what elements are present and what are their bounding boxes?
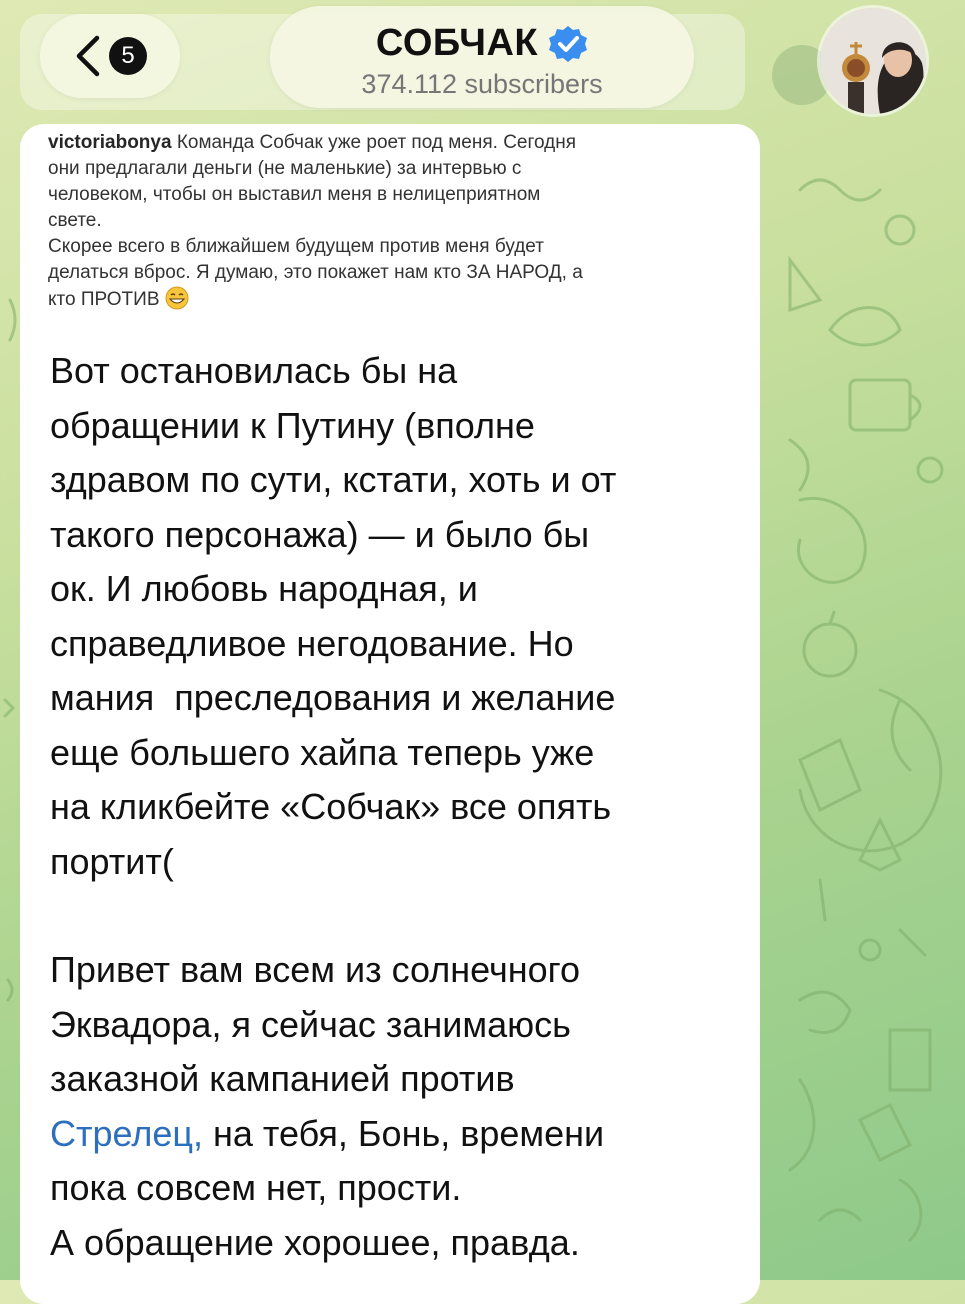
quoted-line: Скорее всего в ближайшем будущем против меня будет — [48, 236, 544, 257]
text-line — [50, 1107, 740, 1162]
channel-title-pill[interactable] — [270, 6, 694, 108]
text-line: еще большего хайпа теперь уже — [50, 731, 595, 773]
text-line: справедливое негодование. Но — [50, 622, 574, 664]
text-line: Вот остановилась бы на — [50, 350, 458, 391]
text-line: портит( — [50, 840, 174, 882]
subscriber-count: 374.112 subscribers — [361, 69, 603, 99]
quoted-line: человеком, чтобы он выставил меня в нелицеприятном — [48, 184, 541, 205]
quoted-instagram-screenshot — [48, 130, 738, 313]
text-line: Эквадора, я сейчас занимаюсь — [50, 1003, 571, 1045]
quoted-line: свете. — [48, 210, 102, 231]
channel-name: СОБЧАК — [375, 22, 539, 64]
text-line: на кликбейте «Собчак» все опять — [50, 786, 612, 827]
quoted-line: кто ПРОТИВ — [48, 289, 160, 310]
chevron-left-icon — [73, 34, 103, 78]
quoted-line: делаться вброс. Я думаю, это покажет нам кто ЗА НАРОД, а — [48, 262, 583, 283]
text-line: ок. И любовь народная, и — [50, 568, 478, 609]
text-line: А обращение хорошее, правда. — [50, 1221, 580, 1263]
quoted-line: они предлагали деньги (не маленькие) за интервью с — [48, 158, 522, 179]
text-line: пока совсем нет, прости. — [50, 1167, 462, 1208]
text-line: здравом по сути, кстати, хоть и от — [50, 459, 617, 500]
channel-avatar[interactable] — [820, 8, 926, 114]
unread-count-badge: 5 — [109, 37, 147, 75]
quoted-username: victoriabonya — [48, 132, 172, 153]
grinning-emoji-icon — [165, 286, 189, 310]
text-line: заказной кампанией против — [50, 1058, 515, 1099]
text-line: Привет вам всем из солнечного — [50, 949, 581, 990]
text-line: обращении к Путину (вполне — [50, 404, 535, 446]
quoted-line: Команда Собчак уже роет под меня. Сегодня — [176, 132, 577, 153]
message-text — [50, 344, 740, 1270]
verified-badge-icon — [548, 24, 588, 64]
hashtag-link[interactable]: Стрелец, — [50, 1112, 203, 1154]
text-line: такого персонажа) — и было бы — [50, 513, 590, 555]
back-button[interactable] — [40, 14, 180, 98]
text-line-rest: на тебя, Бонь, времени — [202, 1112, 605, 1154]
text-line: мания преследования и желание — [50, 677, 616, 718]
